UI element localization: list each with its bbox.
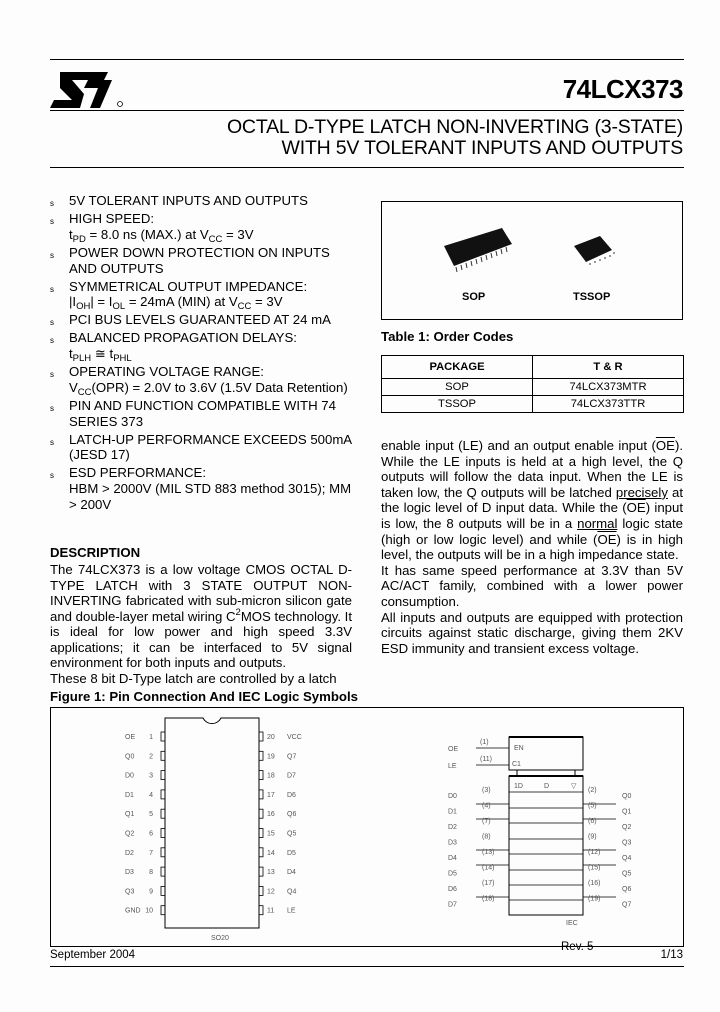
svg-text:4: 4 xyxy=(149,791,153,799)
iec-logic-symbol xyxy=(446,730,646,930)
bullet-icon: s xyxy=(50,199,54,208)
svg-text:GND: GND xyxy=(125,907,141,915)
svg-text:5: 5 xyxy=(149,811,153,819)
svg-text:(8): (8) xyxy=(482,833,491,841)
svg-text:Q7: Q7 xyxy=(287,753,297,761)
svg-text:7: 7 xyxy=(149,849,153,857)
svg-text:(13): (13) xyxy=(482,849,495,856)
table-cell: 74LCX373MTR xyxy=(533,379,684,396)
svg-text:(14): (14) xyxy=(482,864,495,872)
table-cell: 74LCX373TTR xyxy=(533,396,684,413)
svg-text:Q5: Q5 xyxy=(622,870,632,878)
bullet-icon: s xyxy=(50,370,54,380)
svg-text:D4: D4 xyxy=(448,855,457,862)
description-para-3: It has same speed performance at 3.3V than 5V AC/ACT family, combined with a lower power consumption. xyxy=(381,562,683,609)
package-label-tssop: TSSOP xyxy=(573,291,611,303)
document-title xyxy=(227,117,683,159)
svg-text:D0: D0 xyxy=(125,772,134,780)
svg-text:Q7: Q7 xyxy=(622,901,632,909)
bullet-icon: s xyxy=(50,403,54,413)
svg-text:13: 13 xyxy=(267,869,275,877)
footer-page-number: 1/13 xyxy=(660,949,683,961)
svg-text:Q1: Q1 xyxy=(622,808,632,816)
feature-item: s PIN AND FUNCTION COMPATIBLE WITH 74 SERIES 373 xyxy=(50,397,336,429)
column-header: T & R xyxy=(533,356,684,379)
description-heading: DESCRIPTION xyxy=(50,545,141,560)
svg-text:15: 15 xyxy=(267,830,275,838)
feature-item: s OPERATING VOLTAGE RANGE: $V_{CC}(OPR) = 2.0V$ to 3.6V (1.5V Data Retention) xyxy=(50,364,348,398)
svg-text:(4): (4) xyxy=(482,802,491,810)
svg-text:Q6: Q6 xyxy=(287,811,297,819)
svg-text:(1): (1) xyxy=(480,739,489,746)
svg-text:D6: D6 xyxy=(448,886,457,893)
figure-box xyxy=(50,707,684,947)
footer-revision: Rev. 5 xyxy=(561,941,594,953)
footer-date: September 2004 xyxy=(50,949,136,961)
svg-text:20: 20 xyxy=(267,734,275,741)
svg-text:Q0: Q0 xyxy=(125,753,135,761)
package-label-sop: SOP xyxy=(462,291,486,303)
pin-connection-diagram xyxy=(91,716,321,941)
svg-text:2: 2 xyxy=(149,753,153,761)
svg-text:(17): (17) xyxy=(482,880,495,887)
header-top-rule xyxy=(50,59,684,60)
svg-text:D3: D3 xyxy=(125,869,134,877)
table-row xyxy=(382,396,684,413)
svg-text:(19): (19) xyxy=(588,895,601,903)
svg-text:D3: D3 xyxy=(448,839,457,847)
svg-text:1D: 1D xyxy=(514,783,523,790)
description-text xyxy=(50,562,352,686)
svg-text:LE: LE xyxy=(448,763,457,770)
svg-text:OE: OE xyxy=(125,734,136,741)
svg-text:Q4: Q4 xyxy=(622,855,632,862)
order-table-caption: Table 1: Order Codes xyxy=(381,329,514,344)
header-bottom-rule xyxy=(50,167,684,168)
description-para-1: The 74LCX373 is a low voltage CMOS OCTAL D-TYPE LATCH with 3 STATE OUTPUT NON-INVERTING fabricated with sub-micron silicon gate and double-layer metal wiring $C^2MOS$ technology. It is ideal for low power and high speed 3.3V applications; it can be interfaced to 5V signal environment for both inputs and outputs. xyxy=(50,562,353,670)
description-para-2-start: These 8 bit D-Type latch are controlled by a latch xyxy=(50,670,337,686)
svg-text:IEC: IEC xyxy=(566,920,578,927)
svg-text:Q3: Q3 xyxy=(622,839,632,847)
description-para-4: All inputs and outputs are equipped with protection circuits against static discharge, giving them 2KV ESD immunity and transient excess voltage. xyxy=(381,609,683,656)
svg-text:D1: D1 xyxy=(448,808,457,816)
header-mid-rule xyxy=(50,110,684,111)
svg-text:OE: OE xyxy=(448,746,459,753)
title-line-1: OCTAL D-TYPE LATCH NON-INVERTING (3-STATE) xyxy=(226,116,683,138)
column-header: PACKAGE xyxy=(382,356,533,379)
bullet-icon: s xyxy=(50,437,54,447)
package-images-box xyxy=(381,201,683,320)
svg-text:Q0: Q0 xyxy=(622,793,632,800)
feature-item: s BALANCED PROPAGATION DELAYS: $t_{PLH}$ ≅ $t_{PHL}$ xyxy=(50,330,297,365)
description-para-2-cont: enable input (LE) and an output enable input $(\overline{OE})$. While the LE inputs is held at a high level, the Q outputs will follow the data input. When the LE is taken low, the Q outputs will be latched precisely at the logic level of D input data. While the $(\overline{OE})$ input is low, the 8 outputs will be in a normal logic state (high or low logic level) and while $(\overline{OE})$ is in high level, the outputs will be in a high impedance state. xyxy=(381,438,683,563)
svg-text:D5: D5 xyxy=(448,870,457,878)
svg-text:(2): (2) xyxy=(588,787,597,794)
feature-item: s 5V TOLERANT INPUTS AND OUTPUTS xyxy=(50,193,360,209)
sop-package-image xyxy=(442,226,522,276)
svg-text:D5: D5 xyxy=(287,849,296,857)
svg-text:12: 12 xyxy=(267,888,275,896)
svg-text:Q2: Q2 xyxy=(125,830,135,838)
svg-text:D7: D7 xyxy=(448,901,457,909)
feature-item: s POWER DOWN PROTECTION ON INPUTS AND OUTPUTS xyxy=(50,244,330,276)
svg-text:Q1: Q1 xyxy=(125,811,135,819)
description-continued xyxy=(381,438,683,656)
svg-text:Q6: Q6 xyxy=(622,886,632,893)
table-header-row xyxy=(382,356,684,379)
svg-text:(11): (11) xyxy=(480,756,492,763)
svg-text:16: 16 xyxy=(267,811,275,819)
svg-text:18: 18 xyxy=(267,772,275,780)
feature-list xyxy=(50,193,360,515)
diagram-note: SO20 xyxy=(211,935,229,941)
svg-text:(3): (3) xyxy=(482,787,491,794)
bullet-icon: s xyxy=(50,284,54,294)
st-logo xyxy=(50,72,126,108)
svg-text:(15): (15) xyxy=(588,864,601,872)
bullet-icon: s xyxy=(50,318,54,328)
svg-text:D7: D7 xyxy=(287,772,296,780)
feature-item: s PCI BUS LEVELS GUARANTEED AT 24 mA xyxy=(50,312,360,328)
svg-text:C1: C1 xyxy=(512,761,521,768)
table-cell: TSSOP xyxy=(382,396,533,413)
svg-text:Q3: Q3 xyxy=(125,888,135,896)
svg-text:D1: D1 xyxy=(125,791,134,799)
svg-text:▽: ▽ xyxy=(571,783,577,790)
svg-text:1: 1 xyxy=(149,734,153,741)
svg-text:LE: LE xyxy=(287,907,296,915)
feature-item: s ESD PERFORMANCE: HBM > 2000V (MIL STD 883 method 3015); MM > 200V xyxy=(50,465,352,513)
svg-text:8: 8 xyxy=(149,869,153,877)
svg-text:11: 11 xyxy=(267,907,275,915)
bullet-icon: s xyxy=(50,336,54,346)
svg-text:EN: EN xyxy=(514,745,524,752)
part-number: 74LCX373 xyxy=(562,74,683,104)
svg-text:(6): (6) xyxy=(588,818,597,825)
svg-text:(12): (12) xyxy=(588,849,601,856)
svg-text:D2: D2 xyxy=(448,824,457,831)
bullet-icon: s xyxy=(50,471,54,481)
table-cell: SOP xyxy=(382,379,533,396)
feature-item: s LATCH-UP PERFORMANCE EXCEEDS 500mA (JESD 17) xyxy=(50,431,352,463)
table-row xyxy=(382,379,684,396)
svg-text:(5): (5) xyxy=(588,802,597,810)
svg-text:(18): (18) xyxy=(482,895,495,903)
feature-item: s SYMMETRICAL OUTPUT IMPEDANCE: $|I_{OH}| = I_{OL} = 24mA$ (MIN) at $V_{CC} = 3V$ xyxy=(50,278,308,313)
svg-text:3: 3 xyxy=(149,772,153,780)
svg-text:19: 19 xyxy=(267,753,275,761)
svg-text:Q4: Q4 xyxy=(287,888,297,896)
svg-text:Q5: Q5 xyxy=(287,830,297,838)
svg-text:VCC: VCC xyxy=(287,734,302,741)
svg-text:Q2: Q2 xyxy=(622,824,632,831)
svg-text:10: 10 xyxy=(145,907,153,915)
svg-text:(9): (9) xyxy=(588,833,597,841)
svg-text:D: D xyxy=(544,783,550,790)
svg-text:6: 6 xyxy=(149,830,153,838)
bullet-icon: s xyxy=(50,216,54,226)
svg-text:(16): (16) xyxy=(588,880,601,887)
svg-text:D0: D0 xyxy=(448,793,457,800)
svg-text:17: 17 xyxy=(267,791,275,799)
svg-text:(7): (7) xyxy=(482,818,491,825)
footer-rule xyxy=(50,966,684,967)
feature-item: s HIGH SPEED: $t_{PD} = 8.0$ ns (MAX.) at $V_{CC} = 3V$ xyxy=(50,210,254,245)
svg-text:D4: D4 xyxy=(287,869,296,877)
svg-text:D6: D6 xyxy=(287,791,296,799)
figure-caption: Figure 1: Pin Connection And IEC Logic Symbols xyxy=(50,689,358,704)
order-codes-table xyxy=(381,355,684,413)
svg-text:D2: D2 xyxy=(125,849,134,857)
title-line-2: WITH 5V TOLERANT INPUTS AND OUTPUTS xyxy=(281,137,683,159)
svg-text:14: 14 xyxy=(267,849,275,857)
tssop-package-image xyxy=(572,234,622,270)
svg-text:9: 9 xyxy=(149,888,153,896)
bullet-icon: s xyxy=(50,250,54,260)
